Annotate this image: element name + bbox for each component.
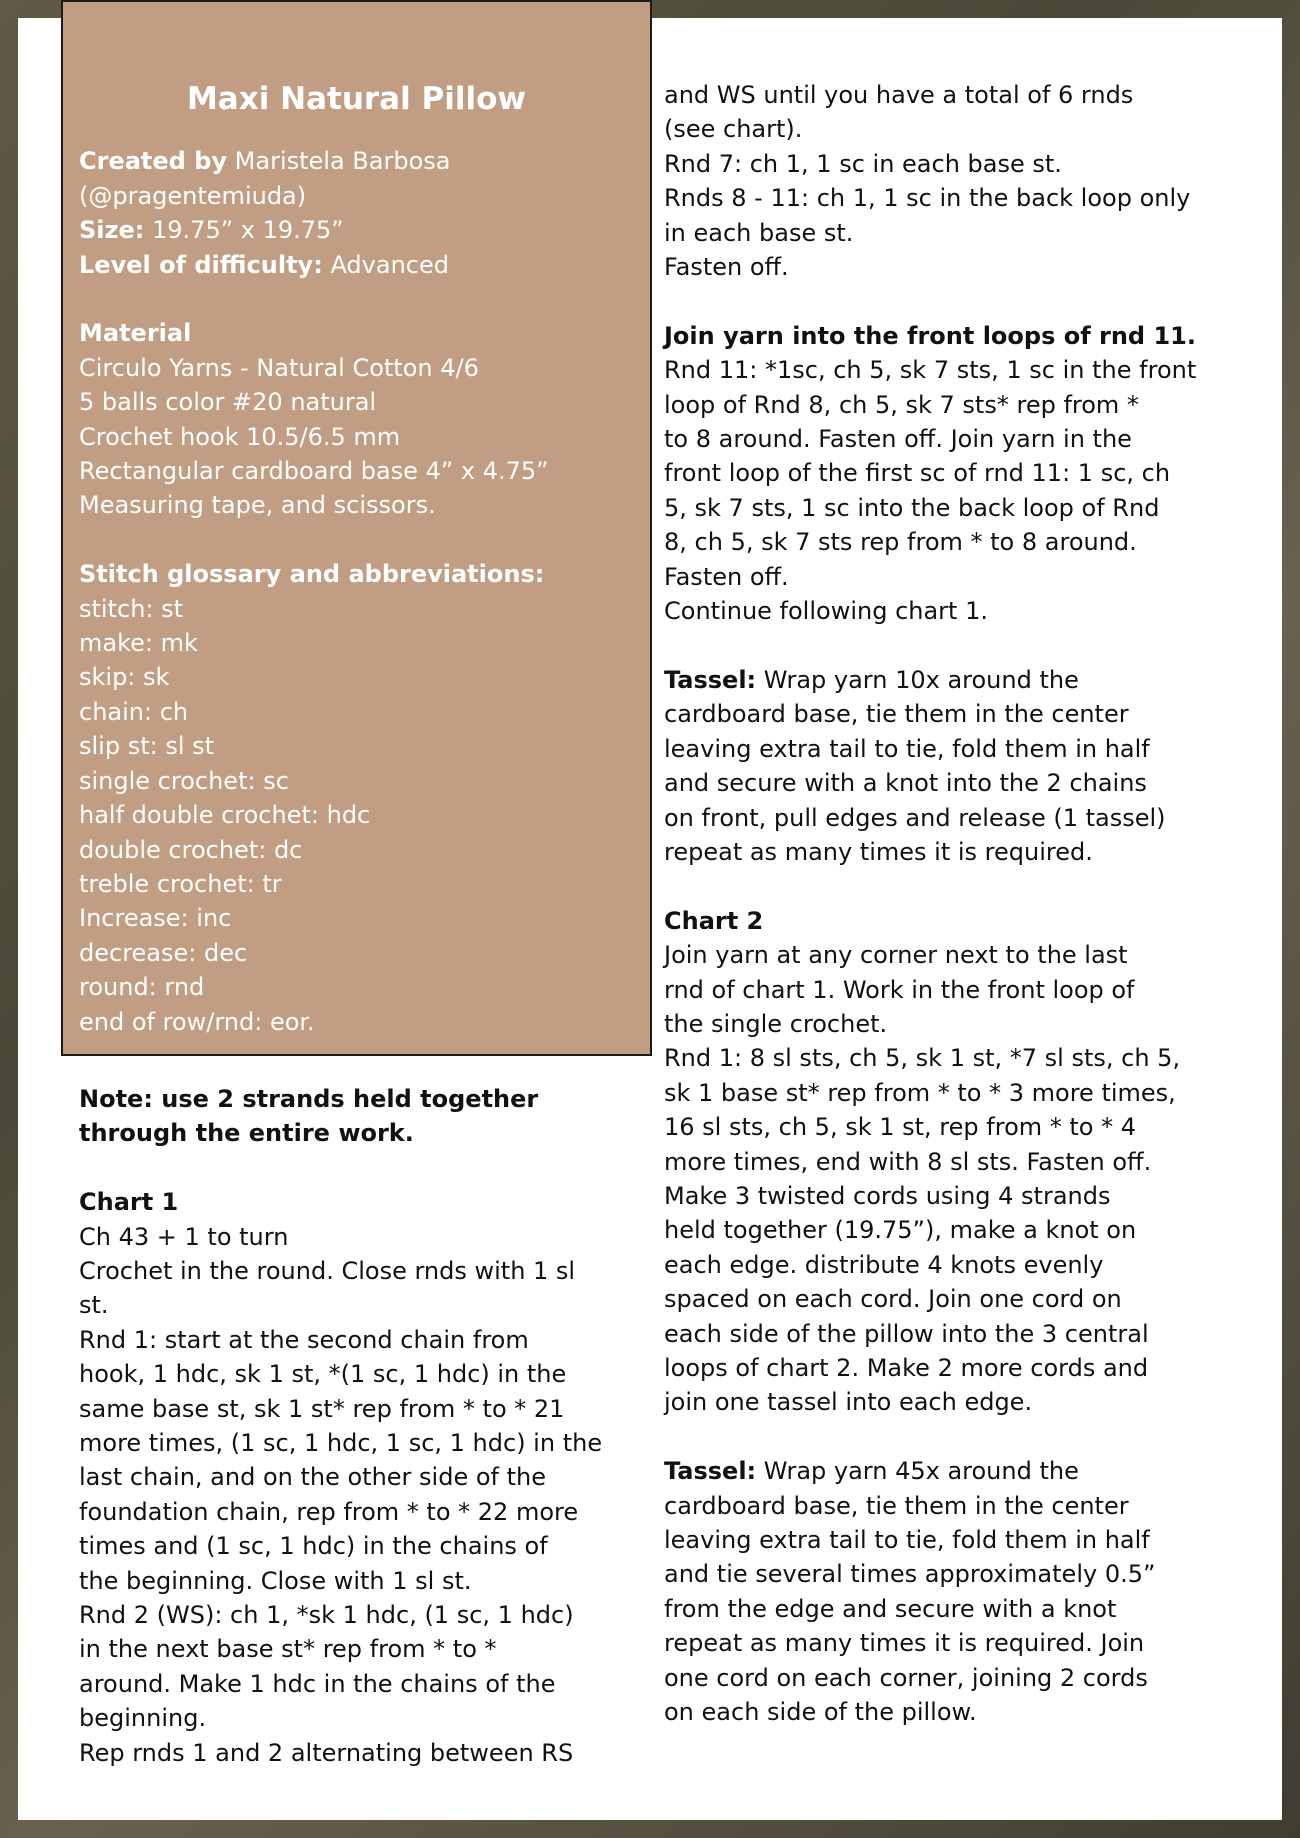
instruction-line: and WS until you have a total of 6 rnds <box>664 81 1134 109</box>
instruction-line: repeat as many times it is required. <box>664 837 1093 866</box>
tassel2-instructions <box>664 1489 1254 1730</box>
glossary-item: half double crochet: hdc <box>79 801 371 830</box>
instruction-line: same base st, sk 1 st* rep from * to * 21 <box>79 1394 565 1423</box>
instruction-line: in the next base st* rep from * to * <box>79 1635 497 1664</box>
instruction-line: the beginning. Close with 1 sl st. <box>79 1566 472 1595</box>
glossary-list <box>79 592 634 1039</box>
instruction-line: sk 1 base st* rep from * to * 3 more times, <box>664 1078 1176 1107</box>
tassel2-label: Tassel: <box>664 1457 757 1486</box>
instruction-line: cardboard base, tie them in the center <box>664 1491 1129 1520</box>
instruction-line: on front, pull edges and release (1 tassel) <box>664 803 1166 832</box>
glossary-item: chain: ch <box>79 697 189 726</box>
glossary-item: slip st: sl st <box>79 732 215 761</box>
glossary-item: double crochet: dc <box>79 835 303 864</box>
instruction-line: Rep rnds 1 and 2 alternating between RS <box>79 1738 574 1767</box>
instruction-line: around. Make 1 hdc in the chains of the <box>79 1669 556 1698</box>
instruction-line: Rnd 11: *1sc, ch 5, sk 7 sts, 1 sc in the front <box>664 356 1197 385</box>
pattern-title: Maxi Natural Pillow <box>186 81 527 117</box>
tassel1-instructions <box>664 697 1254 869</box>
difficulty-label: Level of difficulty: <box>79 250 323 279</box>
instruction-line: Rnd 7: ch 1, 1 sc in each base st. <box>664 149 1062 178</box>
instruction-line: (see chart). <box>664 115 803 144</box>
size-line <box>79 213 634 247</box>
instruction-line: last chain, and on the other side of the <box>79 1463 547 1492</box>
right-column <box>664 78 1254 1729</box>
instruction-line: rnd of chart 1. Work in the front loop of <box>664 975 1135 1004</box>
instruction-line: st. <box>79 1291 109 1320</box>
instruction-line: Crochet in the round. Close rnds with 1 sl <box>79 1257 576 1286</box>
glossary-heading: Stitch glossary and abbreviations: <box>79 560 545 589</box>
instruction-line: Rnd 1: 8 sl sts, ch 5, sk 1 st, *7 sl sts, ch 5, <box>664 1044 1181 1073</box>
material-item: 5 balls color #20 natural <box>79 388 377 417</box>
instruction-line: each side of the pillow into the 3 central <box>664 1319 1149 1348</box>
instruction-line: join one tassel into each edge. <box>664 1388 1033 1417</box>
continuation-block <box>664 78 1254 284</box>
material-item: Rectangular cardboard base 4” x 4.75” <box>79 457 549 486</box>
info-box <box>61 0 652 1056</box>
instruction-line: 16 sl sts, ch 5, sk 1 st, rep from * to * 4 <box>664 1113 1137 1142</box>
instruction-line: times and (1 sc, 1 hdc) in the chains of <box>79 1532 548 1561</box>
note-block <box>79 1082 659 1151</box>
designer-handle: (@pragentemiuda) <box>79 181 307 210</box>
glossary-item: end of row/rnd: eor. <box>79 1007 315 1036</box>
glossary-item: skip: sk <box>79 663 170 692</box>
note-line: through the entire work. <box>79 1119 414 1148</box>
instruction-line: Join yarn at any corner next to the last <box>664 941 1128 970</box>
material-item: Circulo Yarns - Natural Cotton 4/6 <box>79 353 479 382</box>
size-value: 19.75” x 19.75” <box>152 216 344 245</box>
instruction-line: to 8 around. Fasten off. Join yarn in the <box>664 425 1132 454</box>
instruction-line: front loop of the first sc of rnd 11: 1 sc, ch <box>664 459 1171 488</box>
glossary-item: stitch: st <box>79 594 184 623</box>
instruction-line: leaving extra tail to tie, fold them in half <box>664 734 1150 763</box>
instruction-line: leaving extra tail to tie, fold them in half <box>664 1526 1150 1554</box>
created-by-line <box>79 144 634 178</box>
chart2-instructions <box>664 938 1254 1420</box>
difficulty-line <box>79 248 634 282</box>
instruction-line: Fasten off. <box>664 253 789 282</box>
instruction-line: Rnd 2 (WS): ch 1, *sk 1 hdc, (1 sc, 1 hdc) <box>79 1601 574 1630</box>
material-heading: Material <box>79 319 192 348</box>
material-item: Measuring tape, and scissors. <box>79 491 436 520</box>
instruction-line: and tie several times approximately 0.5” <box>664 1560 1156 1589</box>
instruction-line: Rnd 1: start at the second chain from <box>79 1325 529 1354</box>
instruction-line: Ch 43 + 1 to turn <box>79 1222 289 1251</box>
instruction-line: spaced on each cord. Join one cord on <box>664 1285 1122 1314</box>
glossary-item: make: mk <box>79 629 198 658</box>
instruction-line: more times, (1 sc, 1 hdc, 1 sc, 1 hdc) in the <box>79 1429 603 1458</box>
instruction-line: loop of Rnd 8, ch 5, sk 7 sts* rep from * <box>664 390 1139 419</box>
instruction-line: repeat as many times it is required. Join <box>664 1629 1145 1658</box>
document-page <box>18 18 1282 1820</box>
created-by-label: Created by <box>79 147 228 176</box>
instruction-line: on each side of the pillow. <box>664 1698 977 1727</box>
instruction-line: held together (19.75”), make a knot on <box>664 1216 1137 1245</box>
instruction-line: Make 3 twisted cords using 4 strands <box>664 1181 1111 1210</box>
instruction-line: in each base st. <box>664 218 854 247</box>
chart1-heading: Chart 1 <box>79 1188 179 1217</box>
note-line: Note: use 2 strands held together <box>79 1085 539 1113</box>
left-column <box>79 1082 659 1770</box>
instruction-line: from the edge and secure with a knot <box>664 1594 1117 1623</box>
tassel1-first-line <box>664 663 1254 697</box>
instruction-line: more times, end with 8 sl sts. Fasten off. <box>664 1147 1152 1176</box>
instruction-line: hook, 1 hdc, sk 1 st, *(1 sc, 1 hdc) in the <box>79 1360 567 1389</box>
instruction-line: Fasten off. <box>664 562 789 591</box>
glossary-item: decrease: dec <box>79 938 248 967</box>
glossary-item: treble crochet: tr <box>79 869 282 898</box>
chart2-heading: Chart 2 <box>664 906 764 935</box>
tassel1-label: Tassel: <box>664 665 757 694</box>
tassel2-first-line <box>664 1454 1254 1488</box>
glossary-item: Increase: inc <box>79 904 232 933</box>
instruction-line: 5, sk 7 sts, 1 sc into the back loop of Rnd <box>664 493 1160 522</box>
instruction-line: loops of chart 2. Make 2 more cords and <box>664 1353 1149 1382</box>
instruction-line: one cord on each corner, joining 2 cords <box>664 1663 1148 1692</box>
instruction-line: foundation chain, rep from * to * 22 more <box>79 1497 579 1526</box>
instruction-line: each edge. distribute 4 knots evenly <box>664 1250 1104 1279</box>
instruction-line: Continue following chart 1. <box>664 597 988 626</box>
glossary-item: single crochet: sc <box>79 766 289 795</box>
instruction-line: beginning. <box>79 1704 207 1733</box>
instruction-line: Rnds 8 - 11: ch 1, 1 sc in the back loop only <box>664 184 1191 213</box>
glossary-item: round: rnd <box>79 973 205 1002</box>
instruction-line: and secure with a knot into the 2 chains <box>664 769 1147 798</box>
material-list <box>79 351 634 523</box>
tassel2-first: Wrap yarn 45x around the <box>763 1457 1079 1486</box>
chart1-instructions <box>79 1220 659 1771</box>
size-label: Size: <box>79 216 145 245</box>
difficulty-value: Advanced <box>330 250 449 279</box>
join-heading: Join yarn into the front loops of rnd 11. <box>664 321 1196 350</box>
instruction-line: the single crochet. <box>664 1009 888 1038</box>
instruction-line: cardboard base, tie them in the center <box>664 700 1129 729</box>
created-by-value: Maristela Barbosa <box>234 147 451 176</box>
join-instructions <box>664 353 1254 628</box>
material-item: Crochet hook 10.5/6.5 mm <box>79 422 401 451</box>
tassel1-first: Wrap yarn 10x around the <box>763 665 1079 694</box>
instruction-line: 8, ch 5, sk 7 sts rep from * to 8 around. <box>664 528 1137 557</box>
